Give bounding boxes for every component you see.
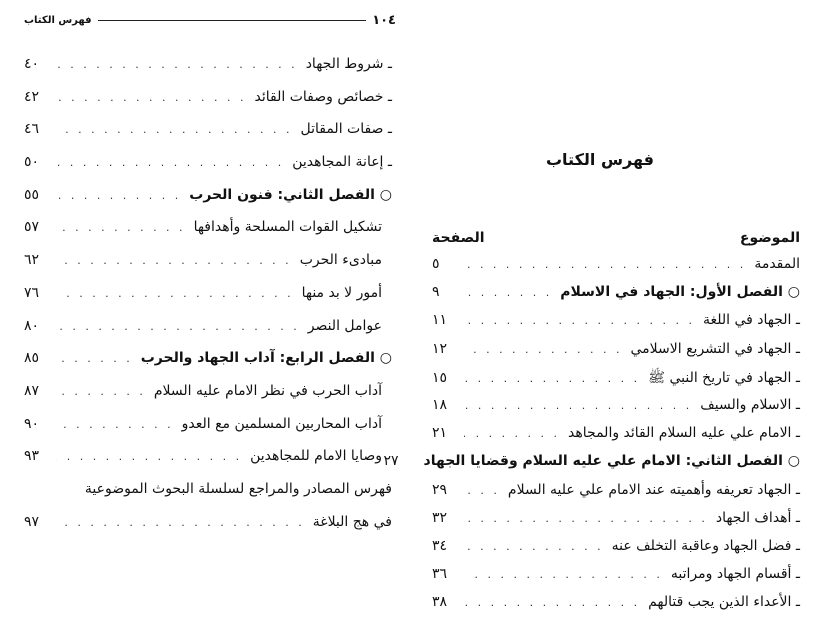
toc-entry-title: ـ أهداف الجهاد [715,509,800,526]
toc-entry-page: ١٥ [432,369,448,386]
toc-entry-page: ٢٩ [432,481,448,498]
dot-leader [464,286,552,299]
toc-entry-title: ـ الأعداء الذين يجب قتالهم [648,594,800,611]
toc-entry [432,594,800,622]
toc-entry [24,383,392,416]
toc-entry-page: ٥٠ [24,154,40,171]
toc-entry [24,481,392,514]
dot-leader [56,516,305,529]
toc-entry-title: ـ الجهاد في التشريع الاسلامي [630,340,800,357]
toc-entry-title: ـ صفات المقاتل [300,121,392,138]
toc-entry-title: مبادىء الحرب [299,252,382,269]
toc-entry-title: فهرس المصادر والمراجع لسلسلة البحوث الموضوعية [84,480,392,497]
dot-leader [56,254,292,267]
toc-entry-page: ١٨ [432,396,448,413]
toc-entry-page: ٣٨ [432,594,448,611]
toc-entry [432,312,800,340]
dot-leader [56,221,186,234]
dot-leader [464,512,708,525]
toc-entry [432,425,800,453]
toc-entry-page: ٩٧ [24,513,40,530]
toc-entry [432,538,800,566]
toc-entry [432,510,800,538]
toc-entry [432,397,800,425]
toc-entry-page: ١١ [432,312,448,329]
toc-entry-page: ٤٦ [24,121,40,138]
dot-leader [464,596,640,609]
toc-entry-page: ٣٤ [432,537,448,554]
toc-entry-title: ـ الجهاد تعريفه وأهميته عند الامام علي عليه السلام [507,481,800,498]
toc-entry-page: ٨٥ [24,350,40,367]
toc-entry-title: ـ أقسام الجهاد ومراتبه [670,566,800,583]
toc-entry-title: آداب الحرب في نظر الامام عليه السلام [153,382,382,399]
toc-entry [432,482,800,510]
dot-leader [56,156,284,169]
dot-leader [56,450,242,463]
running-header [24,11,396,29]
toc-entry [24,416,392,449]
running-header-title: فهرس الكتاب [24,14,92,26]
dot-leader [464,314,695,327]
toc-entry [24,121,392,154]
toc-entry [24,448,392,481]
toc-entry-page: ٣٦ [432,566,448,583]
toc-entry-title: أمور لا بد منها [301,284,382,301]
toc-entry-title: ـ الجهاد في اللغة [702,312,800,329]
toc-entry-title: ـ فضل الجهاد وعاقبة التخلف عنه [611,537,800,554]
toc-entry-page: ٣٢ [432,509,448,526]
dot-leader [464,258,746,271]
toc-entry [24,89,392,122]
toc-entry [24,219,392,252]
dot-leader [56,58,298,71]
toc-entry [24,318,392,351]
toc-entry [24,285,392,318]
toc-right-column [383,256,800,622]
toc-entry-page: ٦٢ [24,252,40,269]
dot-leader [464,399,692,412]
toc-left-column [24,56,392,546]
dot-leader [56,123,292,136]
toc-entry-title: ○ الفصل الثاني: الامام علي عليه السلام وقضايا الجهاد [423,453,800,470]
toc-entry-page: ٥ [432,256,440,272]
dot-leader [464,343,623,356]
dot-leader [464,568,663,581]
toc-entry-page: ٩٣ [24,448,40,465]
toc-column-headers [432,230,800,246]
toc-entry-title: ○ الفصل الرابع: آداب الجهاد والحرب [140,350,392,367]
toc-entry [432,284,800,312]
dot-leader [464,427,560,440]
dot-leader [56,287,294,300]
toc-entry [24,154,392,187]
toc-entry-page: ٩ [432,284,440,301]
header-rule [98,20,367,21]
toc-entry-page: ٧٦ [24,284,40,301]
dot-leader [56,385,146,398]
toc-entry [432,341,800,369]
toc-entry-page: ٨٠ [24,317,40,334]
dot-leader [56,352,133,365]
toc-entry [383,453,800,481]
toc-entry-title: ○ الفصل الأول: الجهاد في الاسلام [560,284,800,301]
topic-header: الموضوع [739,230,800,246]
toc-entry-title: في هج البلاغة [312,513,392,530]
dot-leader [56,320,300,333]
toc-entry [432,566,800,594]
toc-entry-title: تشكيل القوات المسلحة وأهدافها [193,219,382,236]
toc-entry-page: ٥٥ [24,186,40,203]
toc-entry-title: عوامل النصر [307,317,382,334]
toc-entry-title: ـ الجهاد في تاريخ النبي ﷺ [648,369,800,386]
toc-entry [24,350,392,383]
toc-entry-title: آداب المحاربين المسلمين مع العدو [181,415,382,432]
toc-entry-title: ○ الفصل الثاني: فنون الحرب [189,186,392,203]
dot-leader [56,91,247,104]
toc-entry-title: ـ خصائص وصفات القائد [254,88,392,105]
toc-entry-title: ـ الامام علي عليه السلام القائد والمجاهد [568,425,800,442]
toc-entry-title: ـ إعانة المجاهدين [292,154,392,171]
dot-leader [464,540,604,553]
dot-leader [56,189,181,202]
toc-entry [432,256,800,284]
toc-entry-page: ٢٧ [383,453,399,470]
toc-entry-title: ـ الاسلام والسيف [700,396,800,413]
toc-entry-page: ٤٠ [24,56,40,72]
toc-entry-page: ٢١ [432,425,448,442]
toc-entry [432,369,800,397]
toc-entry-title: وصايا الامام للمجاهدين [250,448,382,465]
toc-entry-page: ٤٢ [24,88,40,105]
toc-entry-title: المقدمة [754,256,800,272]
toc-entry [24,187,392,220]
toc-entry [24,56,392,89]
dot-leader [464,372,640,385]
toc-title: فهرس الكتاب [545,150,655,169]
dot-leader [464,484,500,497]
toc-entry [24,514,392,547]
toc-entry-page: ٩٠ [24,415,40,432]
toc-entry-page: ٨٧ [24,382,40,399]
toc-entry [24,252,392,285]
dot-leader [56,418,174,431]
page-header: الصفحة [432,230,485,246]
toc-entry-title: ـ شروط الجهاد [305,56,392,72]
page-number: ١٠٤ [372,12,396,28]
toc-entry-page: ٥٧ [24,219,40,236]
toc-entry-page: ١٢ [432,340,448,357]
